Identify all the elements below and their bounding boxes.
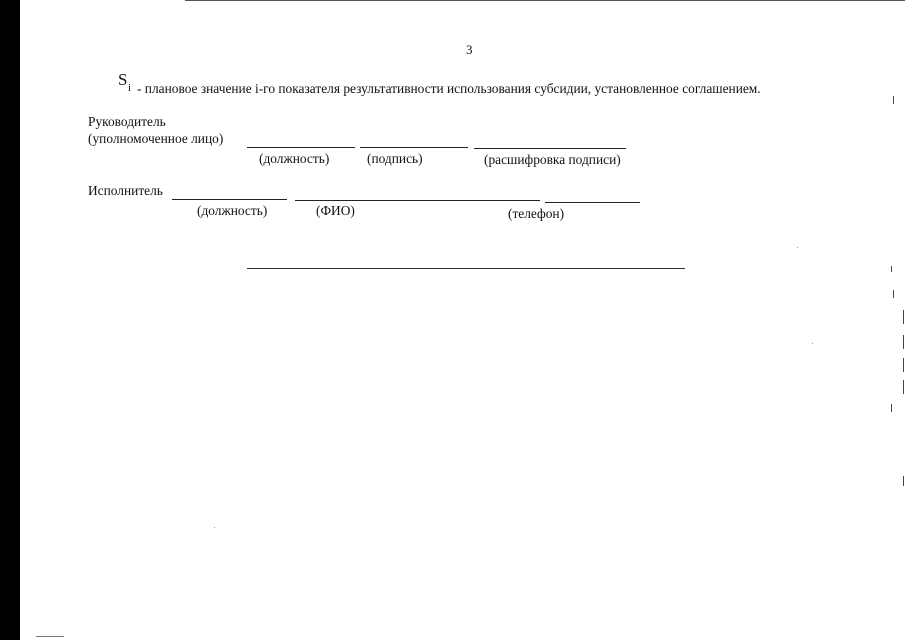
formula-symbol: S <box>118 70 128 89</box>
executor-name-caption: (ФИО) <box>316 203 355 218</box>
scan-margin-mark <box>893 290 894 298</box>
page-number: 3 <box>466 42 473 57</box>
scan-margin-mark <box>903 335 904 349</box>
head-position-caption: (должность) <box>259 151 330 166</box>
head-signature-caption: (подпись) <box>367 151 423 166</box>
scan-margin-mark <box>903 476 904 486</box>
scan-margin-mark <box>893 96 894 104</box>
head-name-caption: (расшифровка подписи) <box>484 152 621 167</box>
closing-rule <box>247 268 685 269</box>
scan-top-edge <box>185 0 905 1</box>
head-name-line <box>474 148 626 149</box>
scan-speck <box>214 527 215 528</box>
scan-speck <box>812 343 813 344</box>
head-position-line <box>247 147 355 148</box>
executor-position-caption: (должность) <box>197 203 268 218</box>
executor-phone-line <box>545 202 640 203</box>
executor-position-line <box>172 199 287 200</box>
scan-bottom-mark <box>36 636 64 637</box>
executor-phone-caption: (телефон) <box>508 206 565 221</box>
head-label: Руководитель <box>88 114 166 129</box>
scan-margin-mark <box>903 358 904 372</box>
scan-margin-mark <box>891 266 892 272</box>
executor-name-line <box>295 200 540 201</box>
scan-speck <box>797 247 798 248</box>
scan-margin-mark <box>903 380 904 394</box>
head-sublabel: (уполномоченное лицо) <box>88 131 224 146</box>
formula-definition: - плановое значение i-го показателя результативности использования субсидии, установленное соглашением. <box>137 81 761 96</box>
executor-label: Исполнитель <box>88 183 163 198</box>
scan-margin-mark <box>891 404 892 412</box>
head-signature-line <box>360 147 468 148</box>
scan-left-edge <box>0 0 20 640</box>
formula-subscript: i <box>128 82 132 94</box>
scan-margin-mark <box>903 310 904 324</box>
